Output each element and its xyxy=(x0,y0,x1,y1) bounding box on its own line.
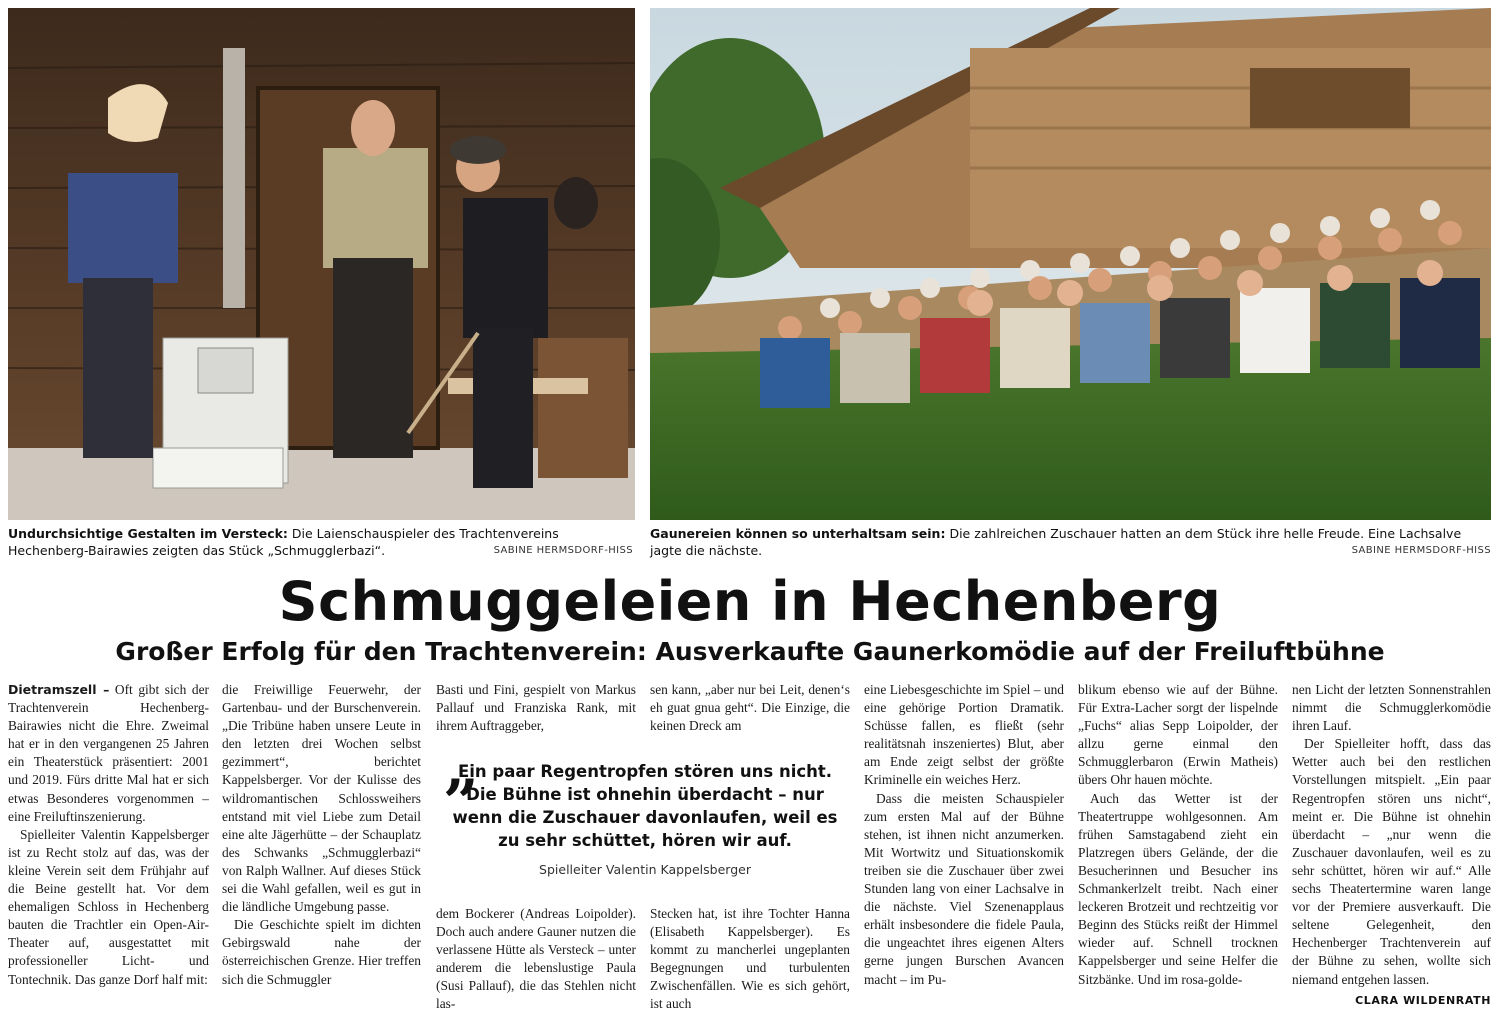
article-column-5 xyxy=(864,681,1064,1011)
dateline: Dietramszell – xyxy=(8,682,110,697)
caption-text: Die Laienschauspieler des Trachtenvereins Hechenberg-Bairawies zeigten das Stück „Schmugglerbazi“. xyxy=(8,526,559,558)
paragraph: Auch das Wetter ist der Theatertruppe wohlgesonnen. Am frühen Samstagabend zieht ein Platzregen übers Gelände, der die Besucherinnen und Besucher ins Schmankerlzelt treibt. Nach einer leckeren Brotzeit und rechtzeitig vor Beginn des Stücks reißt der Himmel wieder auf. Schnell trocknen Kappelsberger und seine Helfer die Sitzbänke. Und im rosa-golde- xyxy=(1078,790,1278,987)
paragraph: nen Licht der letzten Sonnenstrahlen nimmt die Schmugglerkomödie ihren Lauf. xyxy=(1292,682,1491,734)
article-column-3-top xyxy=(436,681,636,737)
article-column-4-bottom xyxy=(650,905,850,1015)
paragraph: blikum ebenso wie auf der Bühne. Für Extra-Lacher sorgt der lispelnde „Fuchs“ alias Sepp Loipolder, der allzu gerne einmal den Schmugglerbaron (Erwin Matheis) übers Ohr hauen möchte. xyxy=(1078,682,1278,788)
caption-text: Die zahlreichen Zuschauer hatten an dem Stück ihre helle Freude. Eine Lachsalve jagte die nächste. xyxy=(650,526,1462,558)
paragraph: dem Bockerer (Andreas Loipolder). Doch auch andere Gauner nutzen die verlassene Hütte als Versteck – unter anderem die lebenslustige Paula (Susi Pallauf), die das Stehlen nicht las- xyxy=(436,906,636,1012)
pull-quote xyxy=(440,730,850,898)
quote-source: Spielleiter Valentin Kappelsberger xyxy=(539,862,751,877)
stage-scene-photo xyxy=(8,8,635,520)
article-column-2 xyxy=(222,681,421,1011)
quote-text: Ein paar Regentropfen stören uns nicht. Die Bühne ist ohnehin überdacht – nur wenn die Zuschauer davonlaufen, weil es zu sehr schüttet, hören wir auf. xyxy=(452,762,838,850)
caption-lead: Gaunereien können so unterhaltsam sein: xyxy=(650,526,946,541)
article-column-7 xyxy=(1292,681,1491,991)
paragraph: Basti und Fini, gespielt von Markus Pallauf und Franziska Rank, mit ihrem Auftraggeber, xyxy=(436,682,636,734)
article-headline: Schmuggeleien in Hechenberg xyxy=(278,570,1222,633)
paragraph: Spielleiter Valentin Kappelsberger ist zu Recht stolz auf das, was der kleine Verein seit dem Frühjahr auf die Beine gestellt hat. Vor dem ehemaligen Schloss in Hechenberg bauten die Trachtler ein Open-Air-Theater auf, ausgestattet mit professioneller Licht- und Tontechnik. Das ganze Dorf half mit: xyxy=(8,826,209,987)
paragraph: Der Spielleiter hofft, dass das Wetter auch bei den restlichen Vorstellungen mitspielt. „Ein paar Regentropfen stören uns nicht“, meint er. Die Bühne ist ohnehin überdacht – „nur wenn die Zuschauer davonlaufen, weil es zu sehr schüttet, hören wir auf.“ Alle sechs Theatertermine waren lange vor der Premiere ausverkauft. Die seltene Gelegenheit, den Hechenberger Trachtenverein auf der Bühne zu sehen, wollte sich niemand entgehen lassen. xyxy=(1292,736,1491,987)
paragraph-text: Oft gibt sich der Trachtenverein Hechenberg-Bairawies nicht die Ehre. Zweimal hat er in den vergangenen 25 Jahren ein Theaterstück präsentiert: 2001 und 2019. Fürs dritte Mal hat er sich etwas Besonderes vorgenommen – eine Freiluftinszenierung. xyxy=(8,682,209,824)
paragraph: die Freiwillige Feuerwehr, der Gartenbau- und der Burschenverein. „Die Tribüne haben unsere Leute in den letzten drei Wochen selbst gezimmert“, berichtet Kappelsberger. Vor der Kulisse des wildromantischen Schlossweihers entstand mit viel Liebe zum Detail eine alte Jägerhütte – der Schauplatz des Schwanks „Schmugglerbazi“ von Ralph Wallner. Auf dieses Stück sei die Wahl gefallen, weil es gut in die ländliche Umgebung passe. xyxy=(222,682,421,915)
article-column-3-bottom xyxy=(436,905,636,1015)
paragraph: Die Geschichte spielt im dichten Gebirgswald nahe der österreichischen Grenze. Hier treffen sich die Schmuggler xyxy=(222,917,421,987)
audience-photo xyxy=(650,8,1491,520)
article-column-4-top xyxy=(650,681,850,737)
photo-credit-right: SABINE HERMSDORF-HISS xyxy=(1351,545,1491,556)
caption-lead: Undurchsichtige Gestalten im Versteck: xyxy=(8,526,288,541)
paragraph: Dass die meisten Schauspieler zum ersten Mal auf der Bühne stehen, ist ihnen nicht anzumerken. Mit Wortwitz und Situationskomik treiben sie die Zuschauer über zwei Stunden lang von einer Lachsalve in die nächste. Viel Szenenapplaus erhält insbesondere die fidele Paula, die ungeachtet ihres eigenen Alters gerne jungen Burschen Avancen macht – im Pu- xyxy=(864,790,1064,987)
article-column-6 xyxy=(1078,681,1278,1011)
paragraph: sen kann, „aber nur bei Leit, denen‘s eh guat gnua geht“. Die Einzige, die keinen Dreck am xyxy=(650,682,850,734)
photo-credit-left: SABINE HERMSDORF-HISS xyxy=(493,545,633,556)
paragraph: eine Liebesgeschichte im Spiel – und eine gehörige Portion Dramatik. Schüsse fallen, es fließt (sehr realitätsnah inszeniertes) Blut, aber am Ende zeigt selbst der größte Kriminelle ein weiches Herz. xyxy=(864,682,1064,788)
article-subheadline: Großer Erfolg für den Trachtenverein: Ausverkaufte Gaunerkomödie auf der Freiluftbühne xyxy=(115,637,1385,666)
article-column-1 xyxy=(8,681,209,1011)
quote-mark-icon: „ xyxy=(444,730,480,803)
paragraph xyxy=(8,681,209,826)
paragraph: Stecken hat, ist ihre Tochter Hanna (Elisabeth Kappelsberger). Es kommt zu mancherlei ungeplanten Begegnungen und turbulenten Zwischenfällen. Wie es sich gehört, ist auch xyxy=(650,906,850,1012)
article-author: CLARA WILDENRATH xyxy=(1355,994,1491,1007)
